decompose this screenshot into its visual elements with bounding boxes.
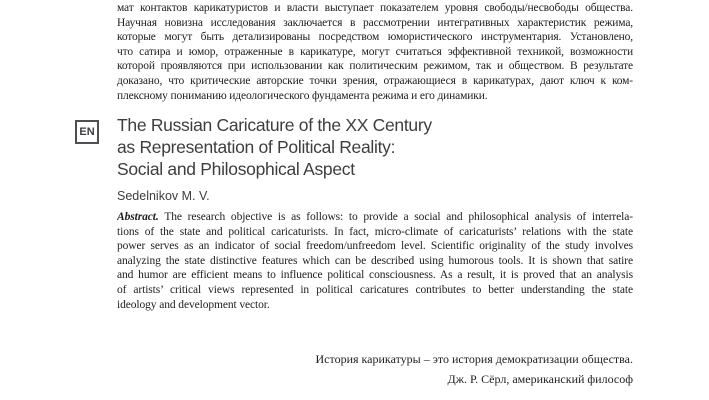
article-title bbox=[117, 114, 633, 180]
language-badge-en bbox=[75, 120, 99, 144]
epigraph bbox=[117, 349, 633, 389]
article-title-line: Social and Philosophical Aspect bbox=[117, 159, 355, 179]
russian-abstract-paragraph-line: доказано, что критические авторские точки зрения, отражающиеся в карикатурах, дают ключ к ком- bbox=[117, 74, 633, 87]
abstract-paragraph-line: analyzing the state distinctive features which can be described using humorous tools. It is shown that satire bbox=[117, 254, 633, 267]
russian-abstract-paragraph-line: Научная новизна исследования заключается в рассмотрении интегративных характеристик режима, bbox=[117, 16, 633, 29]
abstract-paragraph-line: Abstract. The research objective is as follows: to provide a social and philosophical analysis of interrela- bbox=[117, 211, 633, 223]
abstract-paragraph-line: power serves as an indicator of social freedom/unfreedom level. Scientific originality of the study involves bbox=[117, 240, 633, 253]
abstract-paragraph-line: tions of the state and political caricaturists. In fact, micro-climate of caricaturists’ relations with the state bbox=[117, 225, 633, 238]
russian-abstract-paragraph-line: плексному пониманию идеологического фундамента режима и его динамики. bbox=[117, 89, 488, 102]
epigraph-attribution: Дж. Р. Сёрл, американский философ bbox=[447, 372, 633, 386]
abstract-paragraph bbox=[117, 210, 633, 312]
article-title-line: The Russian Caricature of the XX Century bbox=[117, 115, 432, 135]
language-badge-label: EN bbox=[79, 126, 95, 138]
russian-abstract-paragraph-line: мат контактов карикатуристов и власти выступает показателем уровня свободы/несвободы общества. bbox=[117, 2, 633, 14]
russian-abstract-paragraph-line: что сатира и юмор, отраженные в карикатуре, могут считаться эффективной техникой, возможности bbox=[117, 45, 633, 58]
abstract-label: Abstract. bbox=[117, 211, 165, 223]
abstract-paragraph-line: and humor are efficient means to influence political consciousness. As a result, it is proved that an analysis bbox=[117, 269, 633, 282]
russian-abstract-paragraph-line: которой проявляются при использовании как политическим режимом, так и обществом. В результате bbox=[117, 60, 633, 73]
article-title-line: as Representation of Political Reality: bbox=[117, 137, 396, 157]
abstract-paragraph-line: ideology and development vector. bbox=[117, 298, 270, 311]
article-author: Sedelnikov M. V. bbox=[117, 189, 210, 203]
russian-abstract-paragraph-line: которые могут быть детализированы посредством юмористического инструментария. Установлено, bbox=[117, 31, 633, 44]
russian-abstract-paragraph bbox=[117, 1, 633, 103]
abstract-paragraph-line: of artists’ critical views represented in political caricatures contributes to better understanding the state bbox=[117, 283, 633, 296]
epigraph-quote: История карикатуры – это история демократизации общества. bbox=[315, 352, 633, 366]
